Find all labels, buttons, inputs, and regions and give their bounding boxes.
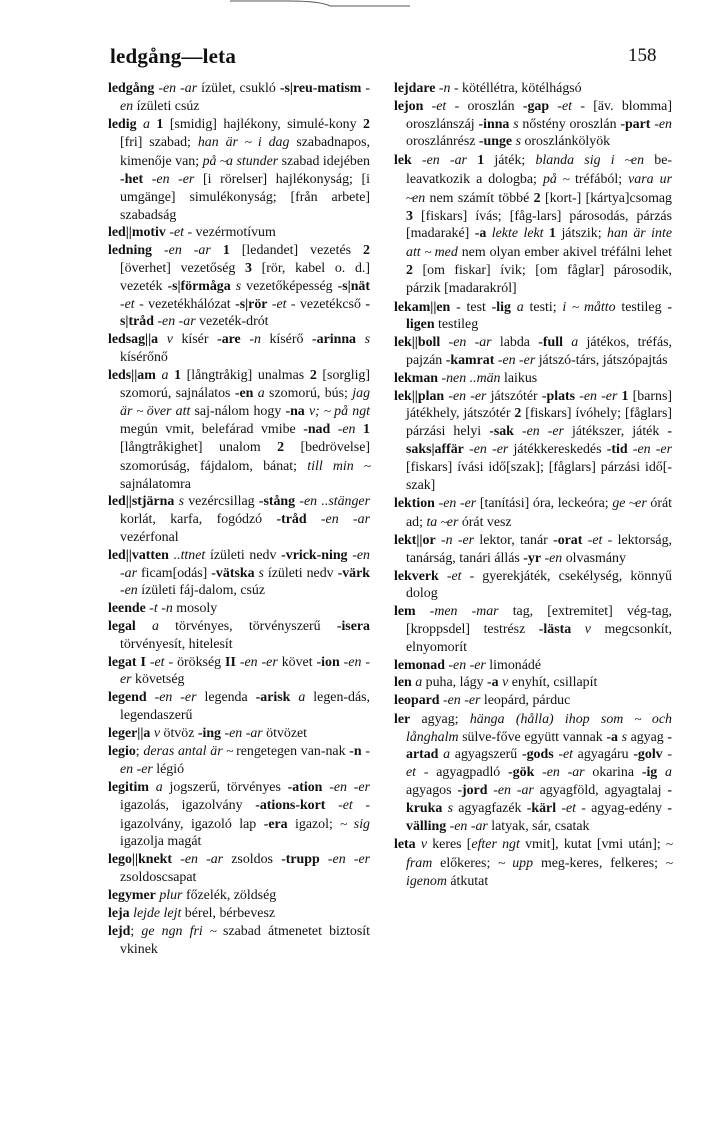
dictionary-entry: legio; deras antal är ~ rengetegen van-nak -n -en -er légió [108, 743, 370, 778]
dictionary-entry: lek||boll -en -ar labda -full a játékos, tréfás, pajzán -kamrat -en -er játszó-társ, játszópajtás [394, 335, 672, 368]
dictionary-entry: legat I -et - örökség II -en -er követ -ion -en -er követség [108, 654, 370, 688]
dictionary-entry: lekman -nen ..män laikus [394, 370, 538, 386]
dictionary-entry: lego||knekt -en -ar zsoldos -trupp -en -er zsoldoscsapat [108, 852, 371, 886]
dictionary-entry: lejd; ge ngn fri ~ szabad átmenetet biztosít vkinek [108, 923, 370, 958]
dictionary-entry: leende -t -n mosoly [108, 601, 218, 617]
dictionary-entry: ledig a 1 [smidig] hajlékony, simulé-kony 2 [fri] szabad; han är ~ i dag szabadnapos, kimenője van; på ~a stunder szabad idejében -het -en -er [i rörelser] hajlékonyság; [i umgänge] simulékonyság; [från arbete] szabadság [108, 116, 371, 223]
dictionary-entry: ledgång -en -ar ízület, csukló -s|reu-matism -en ízületi csúz [108, 81, 370, 114]
dictionary-entry: lemonad -en -er limonádé [394, 657, 541, 673]
dictionary-entry: lekt||or -n -er lektor, tanár -orat -et - lektorság, tanárság, tanári állás -yr -en olvasmány [394, 532, 673, 566]
scan-edge-mark [230, 0, 410, 8]
dictionary-entry: ler agyag; hänga (hålla) ihop som ~ och långhalm sülve-főve együtt vannak -a s agyag -artad a agyagszerű -gods -et agyagáru -golv -et - agyagpadló -gök -en -ar okarina -ig a agyagos -jord -en -ar agyagföld, agyagtalaj -kruka s agyagfazék -kärl -et - agyag-edény -välling -en -ar latyak, sár, csatak [394, 710, 673, 834]
dictionary-entry: ledsag||a v kísér -are -n kísérő -arinna s kísérőnő [108, 332, 370, 365]
dictionary-entry: led||motiv -et - vezérmotívum [108, 225, 276, 241]
page-number: 158 [628, 45, 657, 66]
running-head: ledgång—leta [110, 44, 237, 68]
dictionary-entry: lejdare -n - kötéllétra, kötélhágsó [394, 81, 582, 96]
dictionary-entry: ledning -en -ar 1 [ledandet] vezetés 2 [överhet] vezetőség 3 [rör, kabel o. d.] vezeték -s|förmåga s vezetőképesség -s|nät -et - vezetékhálózat -s|rör -et - vezetékcső -s|tråd -en -ar vezeték-drót [108, 243, 370, 330]
dictionary-entry: lekam||en - test -lig a testi; i ~ måtto testileg -ligen testileg [394, 298, 672, 333]
dictionary-entry: leds||am a 1 [långtråkig] unalmas 2 [sorglig] szomorú, sajnálatos -en a szomorú, bús; jag är ~ över att saj-nálom hogy -na v; ~ på ngt megún vmit, belefárad vmibe -nad -en 1 [långtråkighet] unalom 2 [bedrövelse] szomorúság, fájdalom, bánat; till min ~ sajnálatomra [108, 367, 371, 492]
dictionary-entry: leta v keres [efter ngt vmit], kutat [vmi után]; ~ fram előkeres; ~ upp meg-keres, felkeres; ~ igenom átkutat [394, 836, 672, 890]
dictionary-entry: legymer plur főzelék, zöldség [108, 887, 277, 903]
dictionary-entry: lekverk -et - gyerekjáték, csekélység, könnyű dolog [394, 568, 672, 602]
dictionary-entry: leja lejde lejt bérel, bérbevesz [108, 905, 276, 921]
right-column [394, 80, 672, 891]
dictionary-entry: leopard -en -er leopárd, párduc [394, 693, 571, 709]
dictionary-entry: len a puha, lágy -a v enyhít, csillapít [394, 675, 598, 691]
dictionary-entry: legend -en -er legenda -arisk a legen-dás, legendaszerű [108, 690, 371, 723]
left-column [108, 80, 370, 959]
dictionary-entry: lek||plan -en -er játszótér -plats -en -er 1 [barns] játékhely, játszótér 2 [fiskars] ívóhely; [fåglars] párzási helyi -sak -en -er játékszer, játék -saks|affär -en -er játékkereskedés -tid -en -er [fiskars] ívási idő[szak]; [fåglars] párzási idő[-szak] [394, 388, 673, 493]
dictionary-entry: led||stjärna s vezércsillag -stång -en ..stänger korlát, karfa, fogódzó -tråd -en -ar vezérfonal [108, 494, 370, 545]
dictionary-entry: legal a törvényes, törvényszerű -isera törvényesít, hitelesít [108, 618, 370, 652]
dictionary-entry: lem -men -mar tag, [extremitet] vég-tag, [kroppsdel] testrész -lästa v megcsonkít, elnyomorít [394, 604, 673, 655]
dictionary-entry: led||vatten ..ttnet ízületi nedv -vrick-ning -en -ar ficam[odás] -vätska s ízületi nedv -värk -en ízületi fáj-dalom, csúz [108, 547, 370, 599]
dictionary-entry: leger||a v ötvöz -ing -en -ar ötvözet [108, 725, 308, 741]
dictionary-entry: lektion -en -er [tanítási] óra, leckeóra; ge ~er órát ad; ta ~er órát vesz [394, 495, 672, 531]
dictionary-entry: lejon -et - oroszlán -gap -et - [äv. blomma] oroszlánszáj -inna s nőstény oroszlán -part -en oroszlánrész -unge s oroszlánkölyök [394, 98, 672, 150]
dictionary-entry: lek -en -ar 1 játék; blanda sig i ~en be-leavatkozik a dologba; på ~ tréfából; vara ur ~en nem számít többé 2 [kort-] [kártya]csomag 3 [fiskars] ívás; [fåg-lars] párosodás, párzás [madaraké] -a lekte lekt 1 játszik; han är inte att ~ med nem olyan ember akivel tréfálni lehet 2 [om fiskar] ívik; [om fåglar] párosodik, párzik [madarakról] [394, 152, 673, 296]
dictionary-entry: legitim a jogszerű, törvényes -ation -en -er igazolás, igazolvány -ations-kort -et - igazolvány, igazoló lap -era igazol; ~ sig igazolja magát [108, 780, 370, 850]
